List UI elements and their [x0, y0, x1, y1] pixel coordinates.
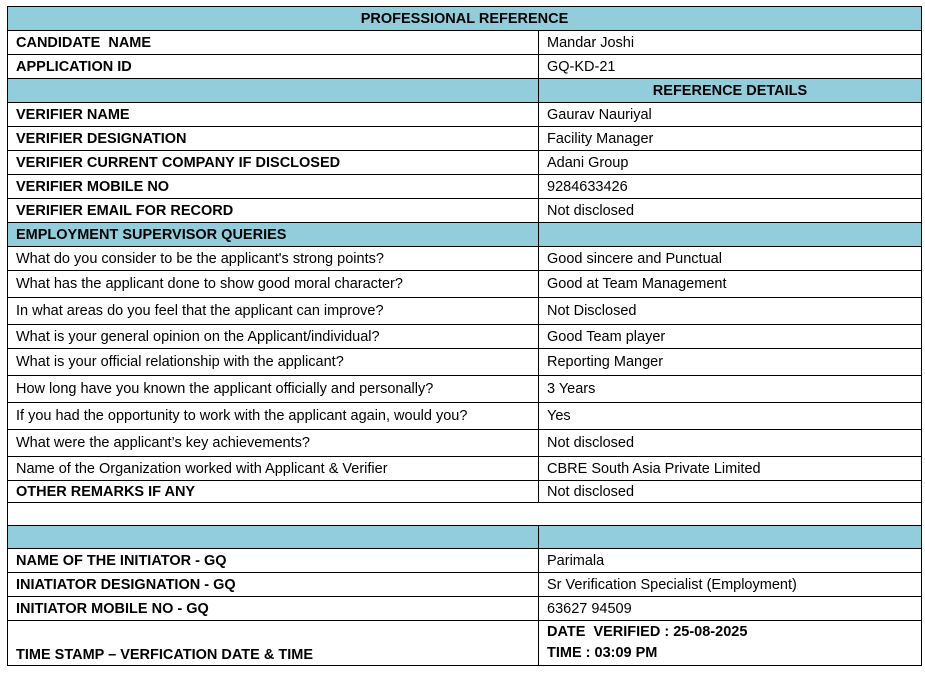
- query-question: What has the applicant done to show good moral character?: [8, 271, 539, 298]
- initiator-label: NAME OF THE INITIATOR - GQ: [8, 549, 539, 573]
- query-row: [8, 349, 922, 376]
- initiator-header-empty-left: [8, 526, 539, 549]
- queries-header: EMPLOYMENT SUPERVISOR QUERIES: [8, 223, 539, 247]
- initiator-row: [8, 573, 922, 597]
- query-row: [8, 430, 922, 457]
- verifier-value: Facility Manager: [539, 127, 922, 151]
- query-answer: Good Team player: [539, 325, 922, 349]
- query-row: [8, 247, 922, 271]
- verifier-row: [8, 175, 922, 199]
- remarks-label: OTHER REMARKS IF ANY: [8, 481, 539, 503]
- page-title: PROFESSIONAL REFERENCE: [8, 7, 922, 31]
- remarks-row: [8, 481, 922, 503]
- query-question: What were the applicant’s key achievements?: [8, 430, 539, 457]
- verified-date: DATE VERIFIED : 25-08-2025: [547, 624, 748, 640]
- verifier-row: [8, 199, 922, 223]
- verified-time: TIME : 03:09 PM: [547, 645, 658, 661]
- query-answer: CBRE South Asia Private Limited: [539, 457, 922, 481]
- initiator-row: [8, 597, 922, 621]
- verifier-label: VERIFIER CURRENT COMPANY IF DISCLOSED: [8, 151, 539, 175]
- verifier-row: [8, 103, 922, 127]
- query-question: What is your official relationship with the applicant?: [8, 349, 539, 376]
- queries-header-empty: [539, 223, 922, 247]
- title-row: [8, 7, 922, 31]
- blank-cell: [8, 503, 922, 526]
- reference-details-header-row: [8, 79, 922, 103]
- query-row: [8, 298, 922, 325]
- initiator-value: Parimala: [539, 549, 922, 573]
- query-row: [8, 325, 922, 349]
- query-question: Name of the Organization worked with Applicant & Verifier: [8, 457, 539, 481]
- initiator-value: Sr Verification Specialist (Employment): [539, 573, 922, 597]
- query-answer: 3 Years: [539, 376, 922, 403]
- query-answer: Good at Team Management: [539, 271, 922, 298]
- reference-details-header: REFERENCE DETAILS: [539, 79, 922, 103]
- application-id-label: APPLICATION ID: [8, 55, 539, 79]
- candidate-name-row: [8, 31, 922, 55]
- timestamp-value: [539, 621, 922, 666]
- timestamp-row: [8, 621, 922, 666]
- verifier-value: Not disclosed: [539, 199, 922, 223]
- query-question: In what areas do you feel that the applicant can improve?: [8, 298, 539, 325]
- application-id-row: [8, 55, 922, 79]
- query-row: [8, 271, 922, 298]
- query-row: [8, 403, 922, 430]
- query-answer: Not Disclosed: [539, 298, 922, 325]
- verifier-label: VERIFIER DESIGNATION: [8, 127, 539, 151]
- verifier-label: VERIFIER EMAIL FOR RECORD: [8, 199, 539, 223]
- verifier-row: [8, 127, 922, 151]
- initiator-header-empty-right: [539, 526, 922, 549]
- query-answer: Not disclosed: [539, 430, 922, 457]
- query-question: What do you consider to be the applicant's strong points?: [8, 247, 539, 271]
- initiator-header-row: [8, 526, 922, 549]
- query-answer: Yes: [539, 403, 922, 430]
- verifier-value: Gaurav Nauriyal: [539, 103, 922, 127]
- blank-row: [8, 503, 922, 526]
- application-id-value: GQ-KD-21: [539, 55, 922, 79]
- initiator-label: INIATIATOR DESIGNATION - GQ: [8, 573, 539, 597]
- professional-reference-table: [7, 6, 922, 666]
- verifier-label: VERIFIER MOBILE NO: [8, 175, 539, 199]
- candidate-name-value: Mandar Joshi: [539, 31, 922, 55]
- verifier-label: VERIFIER NAME: [8, 103, 539, 127]
- query-row: [8, 457, 922, 481]
- query-question: If you had the opportunity to work with the applicant again, would you?: [8, 403, 539, 430]
- candidate-name-label: CANDIDATE NAME: [8, 31, 539, 55]
- query-answer: Reporting Manger: [539, 349, 922, 376]
- initiator-row: [8, 549, 922, 573]
- verifier-row: [8, 151, 922, 175]
- query-question: What is your general opinion on the Applicant/individual?: [8, 325, 539, 349]
- reference-details-header-empty: [8, 79, 539, 103]
- verifier-value: Adani Group: [539, 151, 922, 175]
- timestamp-label: TIME STAMP – VERFICATION DATE & TIME: [8, 621, 539, 666]
- queries-header-row: [8, 223, 922, 247]
- initiator-label: INITIATOR MOBILE NO - GQ: [8, 597, 539, 621]
- query-answer: Good sincere and Punctual: [539, 247, 922, 271]
- initiator-value: 63627 94509: [539, 597, 922, 621]
- query-question: How long have you known the applicant officially and personally?: [8, 376, 539, 403]
- query-row: [8, 376, 922, 403]
- verifier-value: 9284633426: [539, 175, 922, 199]
- remarks-value: Not disclosed: [539, 481, 922, 503]
